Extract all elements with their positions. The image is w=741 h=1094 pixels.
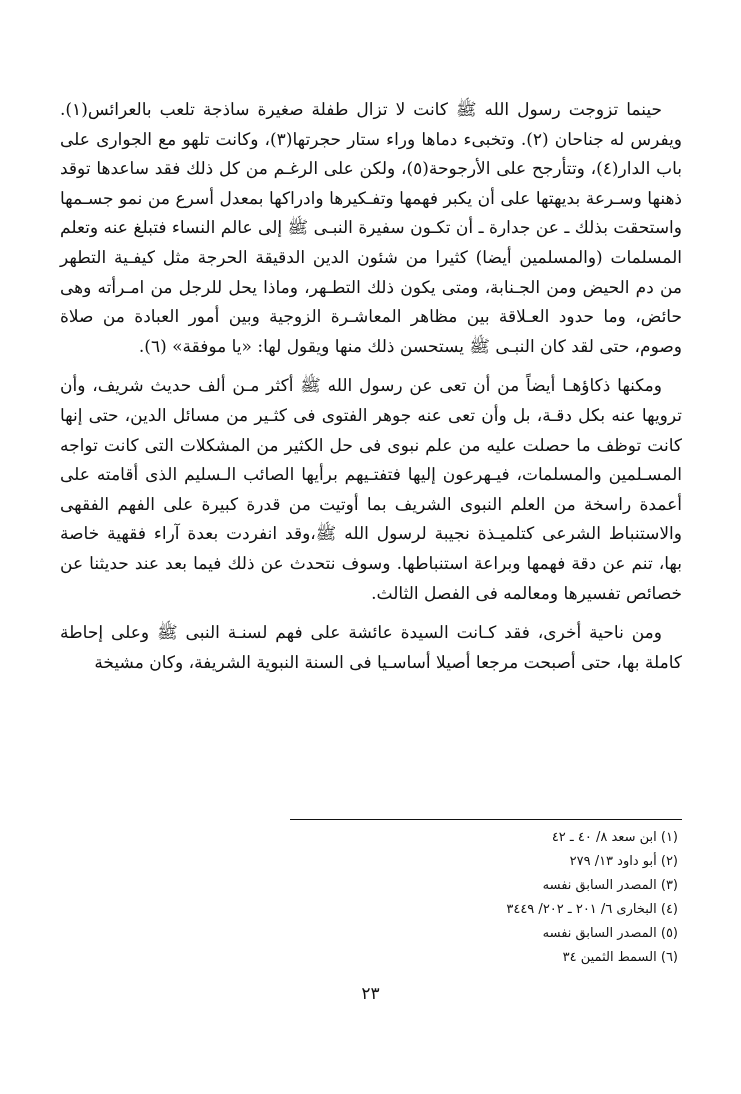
- page-number: ٢٣: [361, 984, 380, 1004]
- footnote: (٥) المصدر السابق نفسه: [542, 926, 678, 941]
- footnotes-list: [300, 826, 678, 970]
- paragraph: ومكنها ذكاؤهـا أيضاً من أن تعى عن رسول الله ﷺ أكثر مـن ألف حديث شريف، وأن ترويها عنه بكل دقـة، بل وأن تعى عنه جوهر الفتوى فى كثـير من مسائل الدين، حتى إنها كانت توظف ما حصلت عليه من علم نبوى فى حل الكثير من المشكلات التى كانت تواجه المسـلمين والمسلمات، فيـهرعون إليها فتفتـيهم برأيها الصائب الـسليم الذى أقامته على أعمدة راسخة من العلم النبوى الشريف بما أوتيت من قدرة كبيرة على الفهم الفقهى والاستنباط الشرعى كتلميـذة نجيبة لرسول الله ﷺ،وقد انفردت بعدة آراء فقهية خاصة بها، تنم عن دقة فهمها وبراعة استنباطها. وسوف نتحدث عن ذلك فيما بعد عند حديثنا عن خصائص تفسيرها ومعالمه فى الفصل الثالث.: [60, 376, 682, 604]
- footnote: (٤) البخارى ٦/ ٢٠١ ـ ٢٠٢/ ٣٤٤٩: [506, 902, 678, 917]
- paragraph: ومن ناحية أخرى، فقد كـانت السيدة عائشة على فهم لسنـة النبى ﷺ وعلى إحاطة كاملة بها، حتى أصبحت مرجعا أصيلا أساسـيا فى السنة النبوية الشريفة، وكان مشيخة: [60, 623, 682, 673]
- footnote: (١) ابن سعد ٨/ ٤٠ ـ ٤٢: [551, 830, 678, 845]
- footnote: (٢) أبو داود ١٣/ ٢٧٩: [569, 854, 678, 869]
- paragraph: حينما تزوجت رسول الله ﷺ كانت لا تزال طفلة صغيرة ساذجة تلعب بالعرائس(١). ويفرس له جناحان (٢). وتخبىء دماها وراء ستار حجرتها(٣)، وكانت تلهو مع الجوارى على باب الدار(٤)، وتتأرجح على الأرجوحة(٥)، ولكن على الرغـم من كل ذلك فقد ساعدها توقد ذهنها وسـرعة بديهتها على أن يكبر فهمها وتفـكيرها وادراكها بمعدل أسرع من نمو جسـمها واستحقت بذلك ـ عن جدارة ـ أن تكـون سفيرة النبـى ﷺ إلى عالم النساء فتبلغ عنه وتعلم المسلمات (والمسلمين أيضا) كثيرا من شئون الدين الدقيقة الحرجة مثل كيفـية التطهر من دم الحيض ومن الجـنابة، ومتى يكون ذلك التطـهر، وماذا يحل للرجل من امـرأته وهى حائض، وما حدود العـلاقة بين مظاهر المعاشـرة الزوجية وبين أمور العبادة من صلاة وصوم، حتى لقد كان النبـى ﷺ يستحسن ذلك منها ويقول لها: «يا موفقة» (٦).: [60, 100, 683, 357]
- footnote-divider: [290, 819, 682, 820]
- page-body: [60, 96, 682, 678]
- footnote: (٦) السمط الثمين ٣٤: [562, 950, 678, 965]
- footnote: (٣) المصدر السابق نفسه: [542, 878, 678, 893]
